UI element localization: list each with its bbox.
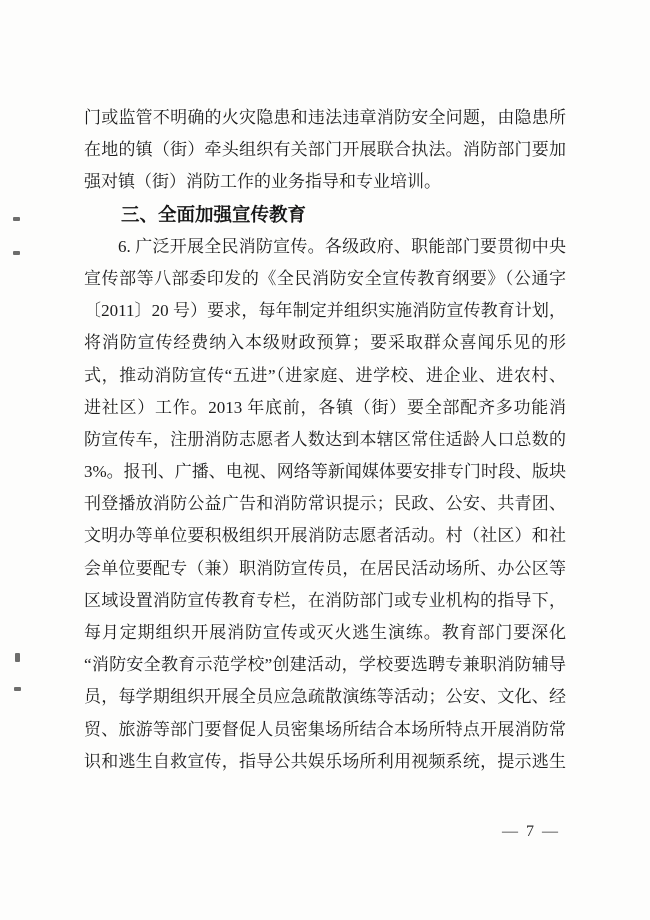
text-line: 宣传部等八部委印发的《全民消防安全宣传教育纲要》（公通字: [84, 268, 566, 288]
text-line: 6. 广泛开展全民消防宣传。各级政府、职能部门要贯彻中央: [118, 236, 566, 256]
text-line: 进社区）工作。2013 年底前，各镇（街）要全部配齐多功能消: [84, 397, 566, 417]
text-line: 3%。报刊、广播、电视、网络等新闻媒体要安排专门时段、版块: [84, 462, 566, 482]
text-line: 员，每学期组织开展全员应急疏散演练等活动；公安、文化、经: [84, 687, 566, 707]
text-line: 强对镇（街）消防工作的业务指导和专业培训。: [84, 172, 441, 192]
text-line: 式，推动消防宣传“五进”（进家庭、进学校、进企业、进农村、: [84, 365, 566, 385]
document-body: [84, 102, 566, 778]
paragraph: [84, 102, 566, 199]
text-line: 将消防宣传经费纳入本级财政预算；要采取群众喜闻乐见的形: [84, 333, 566, 353]
text-line: 会单位要配专（兼）职消防宣传员，在居民活动场所、办公区等: [84, 558, 566, 578]
text-line: 在地的镇（街）牵头组织有关部门开展联合执法。消防部门要加: [84, 140, 566, 160]
scan-speck: [15, 653, 20, 662]
text-line: 区域设置消防宣传教育专栏，在消防部门或专业机构的指导下，: [84, 590, 566, 610]
page-number: — 7 —: [502, 823, 560, 840]
text-line: 每月定期组织开展消防宣传或灭火逃生演练。教育部门要深化: [84, 623, 566, 642]
text-line: 文明办等单位要积极组织开展消防志愿者活动。村（社区）和社: [84, 526, 566, 546]
text-line: 〔2011〕20 号）要求，每年制定并组织实施消防宣传教育计划，: [84, 301, 566, 321]
section-heading: [84, 199, 566, 231]
paragraph: [84, 231, 566, 778]
text-line: 防宣传车，注册消防志愿者人数达到本辖区常住适龄人口总数的: [84, 429, 566, 449]
text-line: “消防安全教育示范学校”创建活动，学校要选聘专兼职消防辅导: [84, 655, 566, 675]
scan-speck: [14, 687, 21, 691]
heading-line: 三、全面加强宣传教育: [121, 203, 307, 225]
text-line: 识和逃生自救宣传，指导公共娱乐场所利用视频系统，提示逃生: [84, 751, 566, 771]
scan-speck: [13, 251, 20, 255]
text-line: 刊登播放消防公益广告和消防常识提示；民政、公安、共青团、: [84, 494, 566, 514]
scan-speck: [13, 217, 20, 221]
text-line: 贸、旅游等部门要督促人员密集场所结合本场所特点开展消防常: [84, 719, 566, 739]
text-line: 门或监管不明确的火灾隐患和违法违章消防安全问题，由隐患所: [84, 108, 566, 127]
